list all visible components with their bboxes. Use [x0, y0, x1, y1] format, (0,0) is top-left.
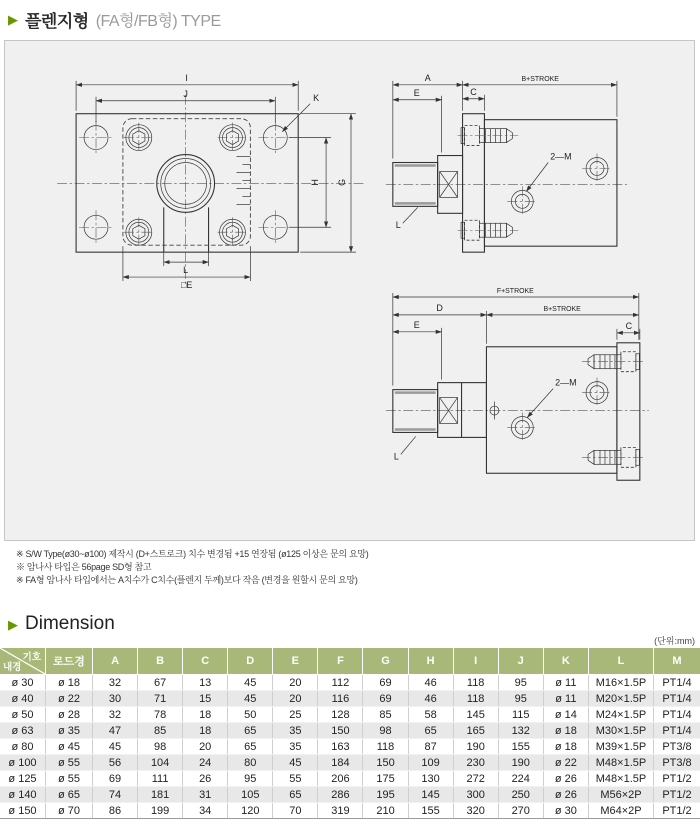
value-cell: ø 18 — [46, 675, 93, 691]
value-cell: 69 — [363, 675, 408, 691]
bore-cell: ø 50 — [0, 707, 46, 723]
dim-label-e-fa: E — [413, 87, 420, 98]
value-cell: ø 14 — [543, 707, 588, 723]
value-cell: PT3/8 — [654, 739, 700, 755]
value-cell: 206 — [318, 771, 363, 787]
side-view-fa — [386, 73, 627, 252]
value-cell: 65 — [228, 723, 273, 739]
note-line: ※ S/W Type(ø30~ø100) 제작시 (D+스트로크) 치수 변경됨 +15 연장됨 (ø125 이상은 문의 요망) — [16, 549, 369, 559]
dim-label-f-stroke: F+STROKE — [496, 287, 534, 295]
value-cell: 25 — [273, 707, 318, 723]
note-line: ※ 암나사 타입은 56page SD형 참고 — [16, 562, 152, 572]
value-cell: 85 — [363, 707, 408, 723]
value-cell: 95 — [498, 675, 543, 691]
dimension-arrow-icon: ▶ — [8, 616, 18, 632]
value-cell: 150 — [363, 755, 408, 771]
value-cell: 45 — [273, 755, 318, 771]
value-cell: 155 — [498, 739, 543, 755]
column-header-I: I — [453, 648, 498, 675]
value-cell: 112 — [318, 675, 363, 691]
value-cell: 175 — [363, 771, 408, 787]
value-cell: 46 — [408, 691, 453, 707]
value-cell: 130 — [408, 771, 453, 787]
value-cell: 69 — [363, 691, 408, 707]
notes — [16, 548, 686, 587]
value-cell: 118 — [453, 691, 498, 707]
dim-label-e-fb: E — [413, 319, 420, 330]
column-header-K: K — [543, 648, 588, 675]
value-cell: 118 — [453, 675, 498, 691]
value-cell: ø 55 — [46, 755, 93, 771]
side-view-fb — [386, 288, 649, 480]
dim-label-i: I — [185, 72, 188, 83]
value-cell: ø 28 — [46, 707, 93, 723]
value-cell: 250 — [498, 787, 543, 803]
value-cell: 105 — [228, 787, 273, 803]
value-cell: 26 — [183, 771, 228, 787]
bore-cell: ø 80 — [0, 739, 46, 755]
dim-label-g: G — [337, 178, 348, 186]
value-cell: 115 — [498, 707, 543, 723]
bore-cell: ø 63 — [0, 723, 46, 739]
bore-cell: ø 30 — [0, 675, 46, 691]
value-cell: 272 — [453, 771, 498, 787]
value-cell: 45 — [228, 675, 273, 691]
table-row — [0, 739, 700, 755]
value-cell: 20 — [273, 691, 318, 707]
value-cell: 210 — [363, 803, 408, 819]
value-cell: M48×1.5P — [589, 755, 654, 771]
value-cell: PT1/4 — [654, 675, 700, 691]
dimension-table — [0, 648, 700, 819]
value-cell: ø 22 — [46, 691, 93, 707]
column-header-F: F — [318, 648, 363, 675]
value-cell: 32 — [93, 675, 138, 691]
value-cell: PT1/2 — [654, 803, 700, 819]
value-cell: PT1/2 — [654, 787, 700, 803]
value-cell: 98 — [363, 723, 408, 739]
value-cell: 120 — [228, 803, 273, 819]
column-header-A: A — [93, 648, 138, 675]
value-cell: 155 — [408, 803, 453, 819]
value-cell: 58 — [408, 707, 453, 723]
dimension-section-title — [8, 613, 115, 635]
table-row — [0, 675, 700, 691]
value-cell: 65 — [228, 739, 273, 755]
dim-label-j: J — [183, 88, 188, 99]
value-cell: 270 — [498, 803, 543, 819]
value-cell: M48×1.5P — [589, 771, 654, 787]
value-cell: 56 — [93, 755, 138, 771]
value-cell: 74 — [93, 787, 138, 803]
value-cell: 45 — [228, 691, 273, 707]
value-cell: ø 26 — [543, 771, 588, 787]
value-cell: ø 11 — [543, 691, 588, 707]
value-cell: 95 — [498, 691, 543, 707]
value-cell: M56×2P — [589, 787, 654, 803]
value-cell: 190 — [453, 739, 498, 755]
value-cell: 24 — [183, 755, 228, 771]
value-cell: 78 — [138, 707, 183, 723]
value-cell: ø 26 — [543, 787, 588, 803]
value-cell: M64×2P — [589, 803, 654, 819]
rod-thread-label-fa: L — [395, 220, 401, 231]
value-cell: 35 — [273, 723, 318, 739]
column-header-J: J — [498, 648, 543, 675]
value-cell: 128 — [318, 707, 363, 723]
front-view — [57, 73, 366, 290]
value-cell: 98 — [138, 739, 183, 755]
value-cell: 15 — [183, 691, 228, 707]
column-header-G: G — [363, 648, 408, 675]
bore-cell: ø 150 — [0, 803, 46, 819]
value-cell: 199 — [138, 803, 183, 819]
table-row — [0, 691, 700, 707]
dimension-title-text: Dimension — [25, 613, 115, 634]
value-cell: 195 — [363, 787, 408, 803]
value-cell: ø 18 — [543, 739, 588, 755]
bore-cell: ø 40 — [0, 691, 46, 707]
table-row — [0, 771, 700, 787]
value-cell: 71 — [138, 691, 183, 707]
value-cell: 95 — [228, 771, 273, 787]
value-cell: 230 — [453, 755, 498, 771]
value-cell: 320 — [453, 803, 498, 819]
value-cell: 35 — [273, 739, 318, 755]
value-cell: ø 70 — [46, 803, 93, 819]
table-row — [0, 707, 700, 723]
column-header-C: C — [183, 648, 228, 675]
column-header-H: H — [408, 648, 453, 675]
drawing-panel — [4, 40, 695, 541]
value-cell: ø 22 — [543, 755, 588, 771]
rod-thread-label-fb: L — [393, 451, 399, 462]
column-header-로드경: 로드경 — [46, 648, 93, 675]
column-header-D: D — [228, 648, 273, 675]
value-cell: PT1/4 — [654, 691, 700, 707]
column-header-E: E — [273, 648, 318, 675]
value-cell: 85 — [138, 723, 183, 739]
table-row — [0, 755, 700, 771]
value-cell: 80 — [228, 755, 273, 771]
value-cell: M16×1.5P — [589, 675, 654, 691]
dim-label-l: L — [183, 265, 189, 276]
value-cell: 111 — [138, 771, 183, 787]
value-cell: 55 — [273, 771, 318, 787]
value-cell: PT1/4 — [654, 723, 700, 739]
page-title — [8, 7, 221, 32]
dim-label-e-square: □E — [180, 280, 193, 291]
corner-label-symbol: 기호 — [22, 652, 41, 663]
table-header-row — [0, 648, 700, 675]
dim-label-k: K — [313, 92, 320, 103]
value-cell: 116 — [318, 691, 363, 707]
bore-cell: ø 125 — [0, 771, 46, 787]
value-cell: 319 — [318, 803, 363, 819]
page-title-main: 플렌지형 — [25, 12, 89, 31]
note-line: ※ FA형 암나사 타입에서는 A치수가 C치수(플렌지 두께)보다 작음 (변경을 원할시 문의 요망) — [16, 575, 358, 585]
bore-cell: ø 140 — [0, 787, 46, 803]
value-cell: 70 — [273, 803, 318, 819]
value-cell: 69 — [93, 771, 138, 787]
value-cell: 165 — [453, 723, 498, 739]
value-cell: 32 — [93, 707, 138, 723]
table-row — [0, 723, 700, 739]
column-header-M: M — [654, 648, 700, 675]
value-cell: ø 45 — [46, 739, 93, 755]
value-cell: 65 — [273, 787, 318, 803]
value-cell: 47 — [93, 723, 138, 739]
value-cell: 190 — [498, 755, 543, 771]
page-title-sub: (FA형/FB형) TYPE — [95, 13, 221, 30]
value-cell: 181 — [138, 787, 183, 803]
value-cell: M39×1.5P — [589, 739, 654, 755]
value-cell: 20 — [183, 739, 228, 755]
bore-cell: ø 100 — [0, 755, 46, 771]
value-cell: 65 — [408, 723, 453, 739]
value-cell: 45 — [93, 739, 138, 755]
title-arrow-icon: ▶ — [8, 12, 18, 27]
value-cell: ø 65 — [46, 787, 93, 803]
value-cell: PT1/2 — [654, 771, 700, 787]
value-cell: 34 — [183, 803, 228, 819]
value-cell: 31 — [183, 787, 228, 803]
value-cell: PT1/4 — [654, 707, 700, 723]
value-cell: M30×1.5P — [589, 723, 654, 739]
value-cell: 118 — [363, 739, 408, 755]
technical-drawing — [5, 41, 694, 540]
corner-label-bore: 내경 — [3, 662, 22, 673]
value-cell: 132 — [498, 723, 543, 739]
dim-label-c-fa: C — [470, 86, 477, 97]
column-header-B: B — [138, 648, 183, 675]
value-cell: 150 — [318, 723, 363, 739]
table-body — [0, 675, 700, 819]
table-row — [0, 803, 700, 819]
dim-label-c-fb: C — [625, 320, 633, 331]
value-cell: 286 — [318, 787, 363, 803]
value-cell: 46 — [408, 675, 453, 691]
value-cell: 67 — [138, 675, 183, 691]
value-cell: 50 — [228, 707, 273, 723]
value-cell: 109 — [408, 755, 453, 771]
value-cell: M20×1.5P — [589, 691, 654, 707]
dim-label-b-stroke-fa: B+STROKE — [521, 75, 559, 83]
value-cell: 184 — [318, 755, 363, 771]
dim-label-b-stroke-fb: B+STROKE — [543, 305, 581, 313]
value-cell: PT3/8 — [654, 755, 700, 771]
value-cell: ø 35 — [46, 723, 93, 739]
value-cell: ø 55 — [46, 771, 93, 787]
value-cell: 145 — [453, 707, 498, 723]
value-cell: 300 — [453, 787, 498, 803]
unit-label: (단위:mm) — [654, 636, 695, 646]
ports-label-fa: 2—M — [550, 151, 572, 162]
dim-label-h: H — [310, 179, 321, 186]
value-cell: ø 18 — [543, 723, 588, 739]
dim-label-a: A — [424, 72, 431, 83]
value-cell: ø 30 — [543, 803, 588, 819]
ports-label-fb: 2—M — [555, 377, 577, 388]
dim-label-d: D — [436, 302, 443, 313]
table-corner-cell — [0, 648, 46, 675]
value-cell: 86 — [93, 803, 138, 819]
value-cell: 18 — [183, 723, 228, 739]
value-cell: ø 11 — [543, 675, 588, 691]
value-cell: 224 — [498, 771, 543, 787]
value-cell: 145 — [408, 787, 453, 803]
value-cell: 30 — [93, 691, 138, 707]
value-cell: 13 — [183, 675, 228, 691]
value-cell: M24×1.5P — [589, 707, 654, 723]
value-cell: 18 — [183, 707, 228, 723]
thread-marks — [236, 157, 250, 205]
value-cell: 104 — [138, 755, 183, 771]
value-cell: 20 — [273, 675, 318, 691]
column-header-L: L — [589, 648, 654, 675]
value-cell: 163 — [318, 739, 363, 755]
table-row — [0, 787, 700, 803]
value-cell: 87 — [408, 739, 453, 755]
